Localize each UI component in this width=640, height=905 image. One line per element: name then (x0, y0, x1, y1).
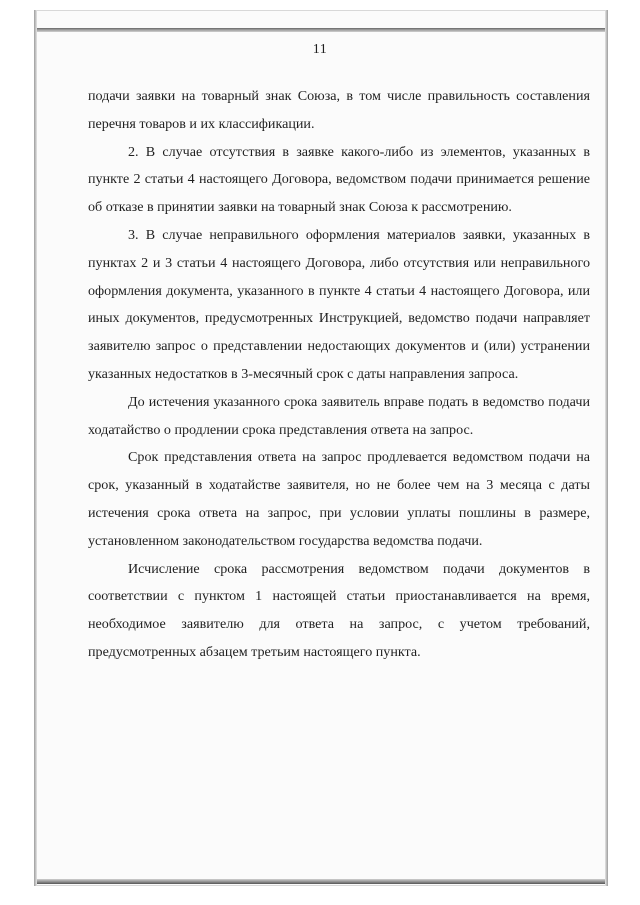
scan-right-edge (605, 10, 608, 886)
page-number: 11 (312, 42, 328, 57)
paragraph-suspension: Исчисление срока рассмотрения ведомством подачи документов в соответствии с пунктом 1 настоящей статьи приостанавливается на время, необходимое заявителю для ответа на запрос, с учетом требований, предусмотренных абзацем третьим настоящего пункта. (88, 560, 590, 660)
scan-bottom-border (34, 879, 608, 884)
paragraph-clause-3: 3. В случае неправильного оформления материалов заявки, указанных в пунктах 2 и 3 статьи 4 настоящего Договора, либо отсутствия или неправильного оформления документа, указанного в пункте 4 статьи 4 настоящего Договора, или иных документов, предусмотренных Инструкцией, ведомство подачи направляет заявителю запрос о представлении недостающих документов и (или) устранении указанных недостатков в 3-месячный срок с даты направления запроса. (88, 226, 590, 382)
paragraph-extension-request: До истечения указанного срока заявитель вправе подать в ведомство подачи ходатайство о продлении срока представления ответа на запрос. (88, 393, 590, 438)
paragraph-extension-term: Срок представления ответа на запрос продлевается ведомством подачи на срок, указанный в ходатайстве заявителя, но не более чем на 3 месяца с даты истечения срока ответа на запрос, при условии уплаты пошлины в размере, установленном законодательством государства ведомства подачи. (88, 449, 590, 549)
paragraph-continuation: подачи заявки на товарный знак Союза, в том числе правильность составления перечня товаров и их классификации. (88, 88, 590, 132)
paragraph-clause-2: 2. В случае отсутствия в заявке какого-либо из элементов, указанных в пункте 2 статьи 4 настоящего Договора, ведомством подачи принимается решение об отказе в принятии заявки на товарный знак Союза к рассмотрению. (88, 143, 590, 216)
document-body (88, 83, 590, 667)
scan-top-border (34, 28, 608, 32)
scan-left-edge (34, 10, 37, 886)
